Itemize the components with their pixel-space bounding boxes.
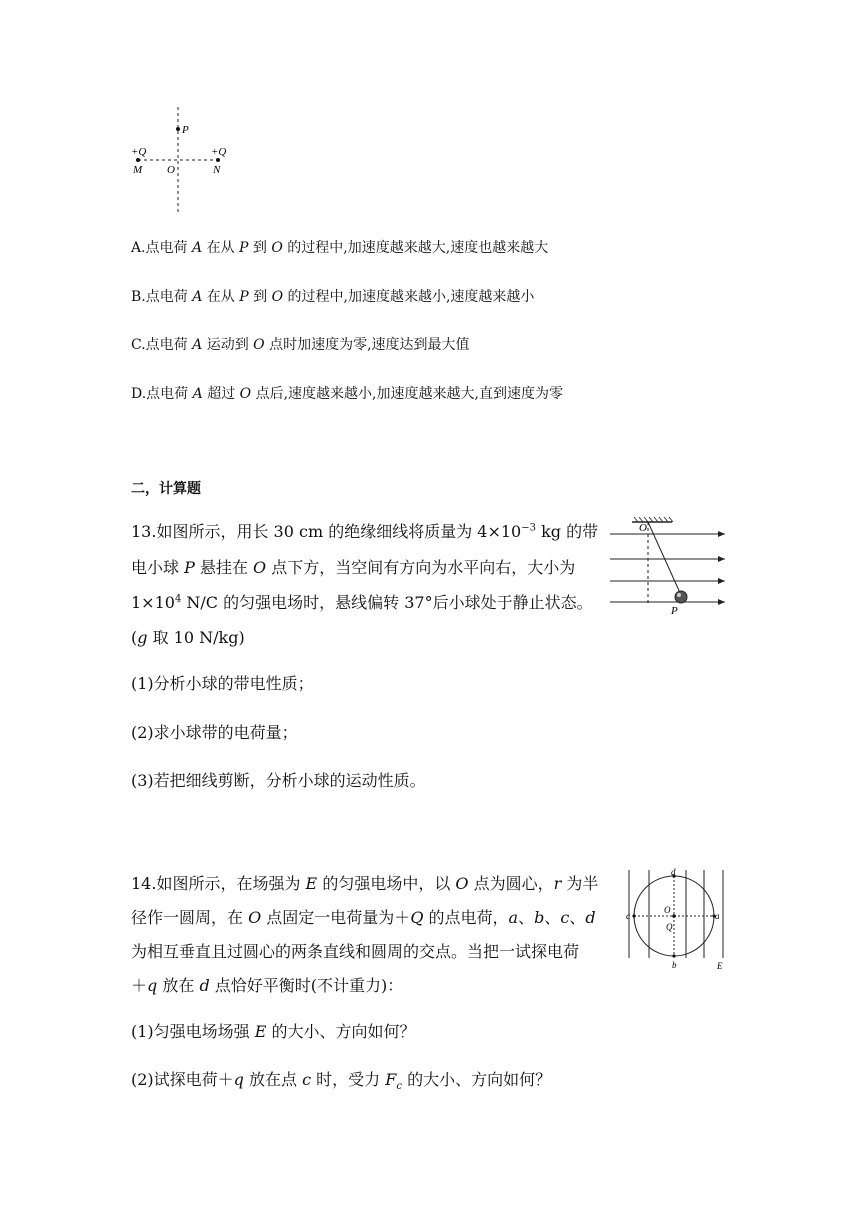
- label-plus-q-left: +Q: [131, 146, 147, 158]
- label-p: P: [671, 605, 678, 617]
- label-a: a: [715, 911, 720, 921]
- label-d: d: [671, 867, 676, 877]
- option-a: A.点电荷 A 在从 P 到 O 的过程中,加速度越来越大,速度也越来越大: [131, 240, 549, 256]
- label-plus-q-right: +Q: [211, 146, 227, 158]
- option-c: C.点电荷 A 运动到 O 点时加速度为零,速度达到最大值: [131, 337, 470, 353]
- q14-sub-1: (1)匀强电场场强 E 的大小、方向如何？: [131, 1022, 416, 1041]
- label-m: M: [133, 164, 143, 176]
- label-p: P: [182, 124, 189, 136]
- ball-p: [675, 591, 687, 603]
- charge-n: [216, 158, 220, 162]
- label-o: O: [639, 522, 647, 534]
- label-o: O: [167, 164, 175, 176]
- q14-sub-2: (2)试探电荷＋q 放在点 c 时，受力 $F_c$ 的大小、方向如何？: [131, 1070, 552, 1093]
- q13-line-3: $1\times 10^4$ N/C 的匀强电场时，悬线偏转 37°后小球处于静止状态。: [131, 593, 593, 612]
- q14-line-3: 为相互垂直且过圆心的两条直线和圆周的交点。当把一试探电荷: [131, 942, 580, 961]
- q13-line-1: 13.如图所示，用长 30 cm 的绝缘细线将质量为 $4\times 10^{-3}$ kg 的带: [131, 522, 599, 541]
- q13-line-4: (g 取 10 N/kg): [131, 628, 245, 647]
- q13-sub-3: (3)若把细线剪断，分析小球的运动性质。: [131, 771, 426, 790]
- section-title: 二，计算题: [131, 481, 201, 497]
- figure-two-charges: [125, 105, 235, 217]
- figure-circle-field: [622, 866, 732, 976]
- q14-line-1: 14.如图所示，在场强为 E 的匀强电场中，以 O 点为圆心，r 为半: [131, 874, 599, 893]
- label-e: E: [717, 961, 723, 971]
- label-b: b: [672, 960, 677, 970]
- point-p: [176, 127, 180, 131]
- label-o: O: [664, 905, 671, 915]
- q13-line-2: 电小球 P 悬挂在 O 点下方，当空间有方向为水平向右，大小为: [131, 558, 576, 577]
- figure-pendulum: [605, 515, 730, 630]
- option-b: B.点电荷 A 在从 P 到 O 的过程中,加速度越来越小,速度越来越小: [131, 289, 535, 305]
- charge-m: [136, 158, 140, 162]
- q14-line-2: 径作一圆周，在 O 点固定一电荷量为＋Q 的点电荷，a、b、c、d: [131, 908, 596, 927]
- option-d: D.点电荷 A 超过 O 点后,速度越来越小,加速度越来越大,直到速度为零: [131, 386, 563, 402]
- q14-line-4: ＋q 放在 d 点恰好平衡时(不计重力)：: [131, 976, 404, 995]
- q13-sub-1: (1)分析小球的带电性质；: [131, 674, 314, 693]
- label-c: c: [626, 911, 630, 921]
- label-q: Q: [666, 922, 673, 932]
- q13-sub-2: (2)求小球带的电荷量；: [131, 723, 298, 742]
- label-n: N: [213, 164, 221, 176]
